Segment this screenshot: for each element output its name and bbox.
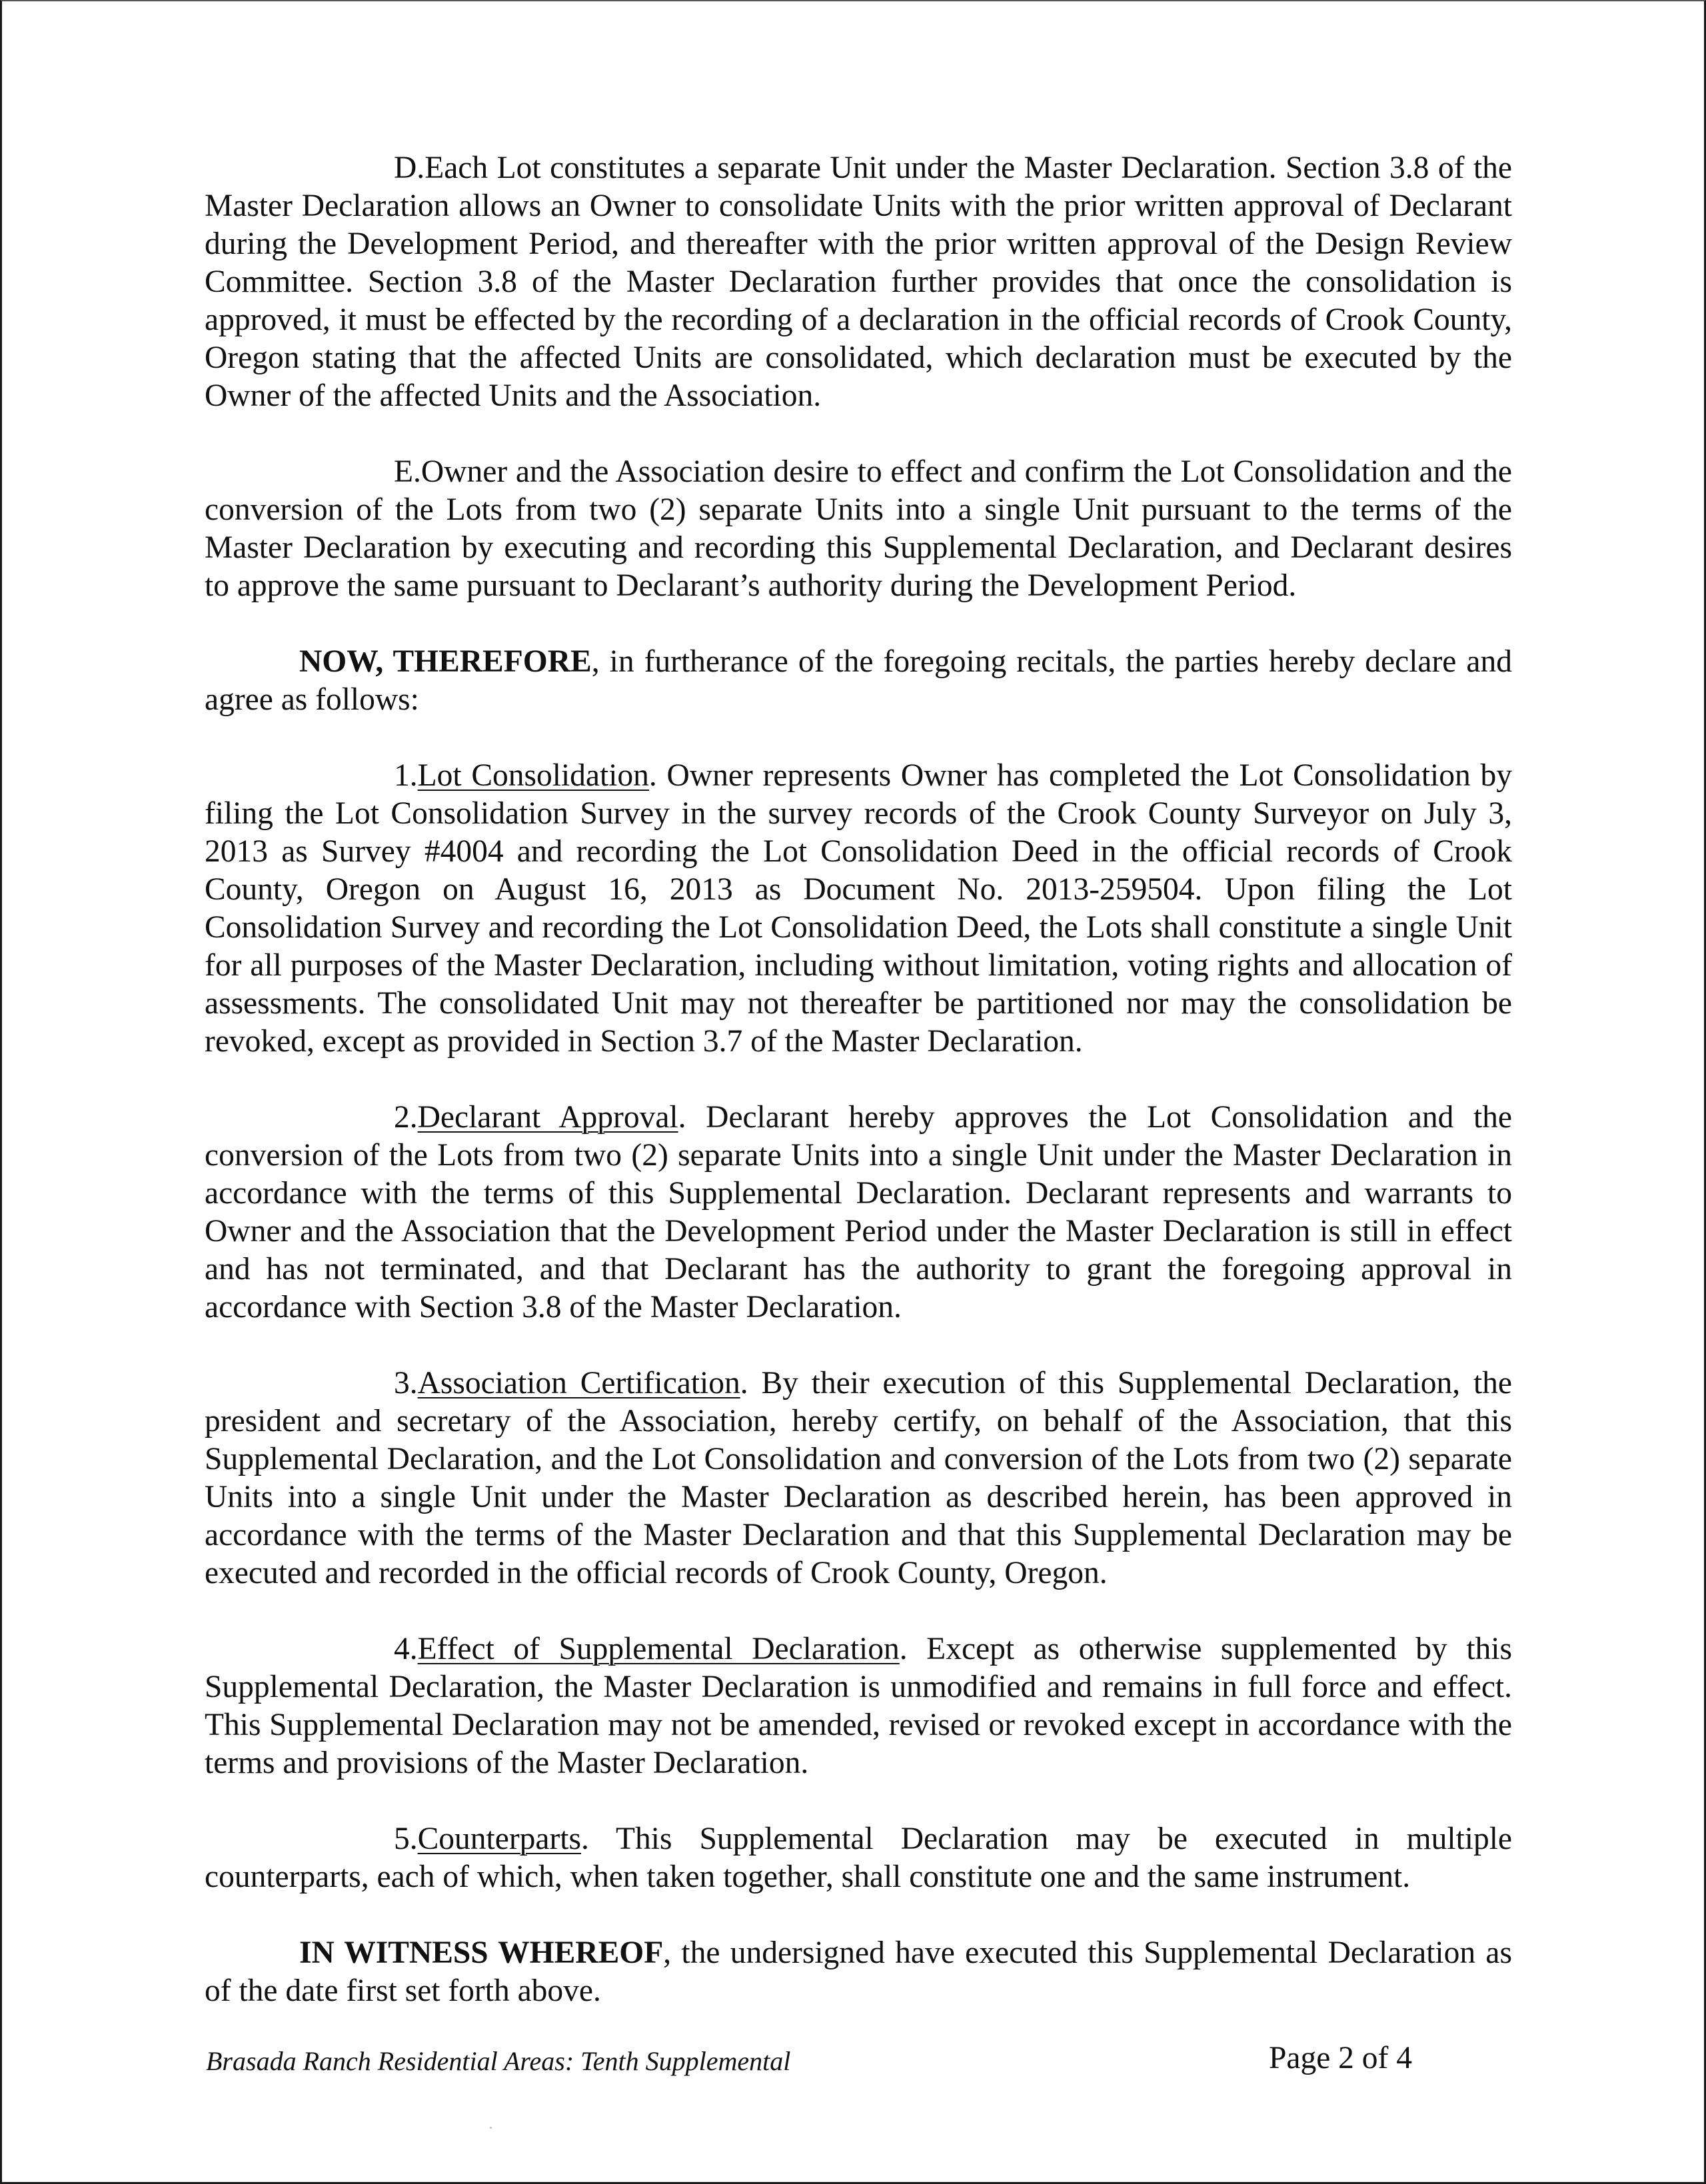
section-4-effect	[205, 1630, 1512, 1782]
section-text: . Declarant hereby approves the Lot Consolidation and the conversion of the Lots from two (2) separate Units into a single Unit under the Master Declaration in accordance with the terms of this Supplemental Declaration. Declarant represents and warrants to Owner and the Association that the Development Period under the Master Declaration is still in effect and has not terminated, and that Declarant has the authority to grant the foregoing approval in accordance with Section 3.8 of the Master Declaration.	[205, 1100, 1512, 1325]
witness-clause	[205, 1934, 1512, 2010]
now-therefore-text: , in furtherance of the foregoing recitals, the parties hereby declare and agree as follows:	[205, 644, 1513, 717]
now-therefore-lead: NOW, THEREFORE	[299, 644, 592, 679]
section-text: . Except as otherwise supplemented by this Supplemental Declaration, the Master Declaration is unmodified and remains in full force and effect. This Supplemental Declaration may not be amended, revised or revoked except in accordance with the terms and provisions of the Master Declaration.	[205, 1632, 1512, 1780]
section-number: 3.	[394, 1366, 418, 1400]
scan-speck	[490, 2127, 492, 2129]
recital-marker: D.	[394, 151, 425, 185]
section-number: 1.	[394, 758, 418, 793]
section-heading: Effect of Supplemental Declaration	[417, 1632, 900, 1666]
now-therefore-clause	[205, 643, 1512, 719]
document-body	[205, 149, 1512, 2010]
section-number: 4.	[394, 1632, 418, 1666]
recital-text: Each Lot constitutes a separate Unit under the Master Declaration. Section 3.8 of the Master Declaration allows an Owner to consolidate Units with the prior written approval of Declarant during the Development Period, and thereafter with the prior written approval of the Design Review Committee. Section 3.8 of the Master Declaration further provides that once the consolidation is approved, it must be effected by the recording of a declaration in the official records of Crook County, Oregon stating that the affected Units are consolidated, which declaration must be executed by the Owner of the affected Units and the Association.	[205, 151, 1512, 413]
recital-d	[205, 149, 1512, 415]
section-heading: Association Certification	[417, 1366, 740, 1400]
section-1-lot-consolidation	[205, 757, 1512, 1061]
recital-marker: E.	[394, 454, 421, 489]
recital-e	[205, 453, 1512, 605]
section-3-association-certification	[205, 1365, 1512, 1592]
witness-lead: IN WITNESS WHEREOF	[299, 1935, 664, 1970]
section-text: . By their execution of this Supplemental Declaration, the president and secretary of the Association, hereby certify, on behalf of the Association, that this Supplemental Declaration, and the Lot Consolidation and conversion of the Lots from two (2) separate Units into a single Unit under the Master Declaration as described herein, has been approved in accordance with the terms of the Master Declaration and that this Supplemental Declaration may be executed and recorded in the official records of Crook County, Oregon.	[205, 1366, 1512, 1590]
recital-text: Owner and the Association desire to effect and confirm the Lot Consolidation and the conversion of the Lots from two (2) separate Units into a single Unit pursuant to the terms of the Master Declaration by executing and recording this Supplemental Declaration, and Declarant desires to approve the same pursuant to Declarant’s authority during the Development Period.	[205, 454, 1512, 603]
section-text: . Owner represents Owner has completed the Lot Consolidation by filing the Lot Consolidation Survey in the survey records of the Crook County Surveyor on July 3, 2013 as Survey #4004 and recording the Lot Consolidation Deed in the official records of Crook County, Oregon on August 16, 2013 as Document No. 2013-259504. Upon filing the Lot Consolidation Survey and recording the Lot Consolidation Deed, the Lots shall constitute a single Unit for all purposes of the Master Declaration, including without limitation, voting rights and allocation of assessments. The consolidated Unit may not thereafter be partitioned nor may the consolidation be revoked, except as provided in Section 3.7 of the Master Declaration.	[205, 758, 1512, 1059]
section-heading: Lot Consolidation	[417, 758, 649, 793]
witness-text: , the undersigned have executed this Supplemental Declaration as of the date first set forth above.	[205, 1935, 1512, 2008]
section-heading: Declarant Approval	[417, 1100, 678, 1135]
section-2-declarant-approval	[205, 1099, 1512, 1327]
section-5-counterparts	[205, 1820, 1512, 1896]
section-text: . This Supplemental Declaration may be executed in multiple counterparts, each of which, when taken together, shall constitute one and the same instrument.	[205, 1822, 1512, 1894]
section-heading: Counterparts	[417, 1822, 581, 1856]
page-number: Page 2 of 4	[1268, 2041, 1412, 2075]
section-number: 5.	[394, 1822, 418, 1856]
section-number: 2.	[394, 1100, 418, 1135]
footer-document-title: Brasada Ranch Residential Areas: Tenth Supplemental	[206, 2046, 791, 2076]
